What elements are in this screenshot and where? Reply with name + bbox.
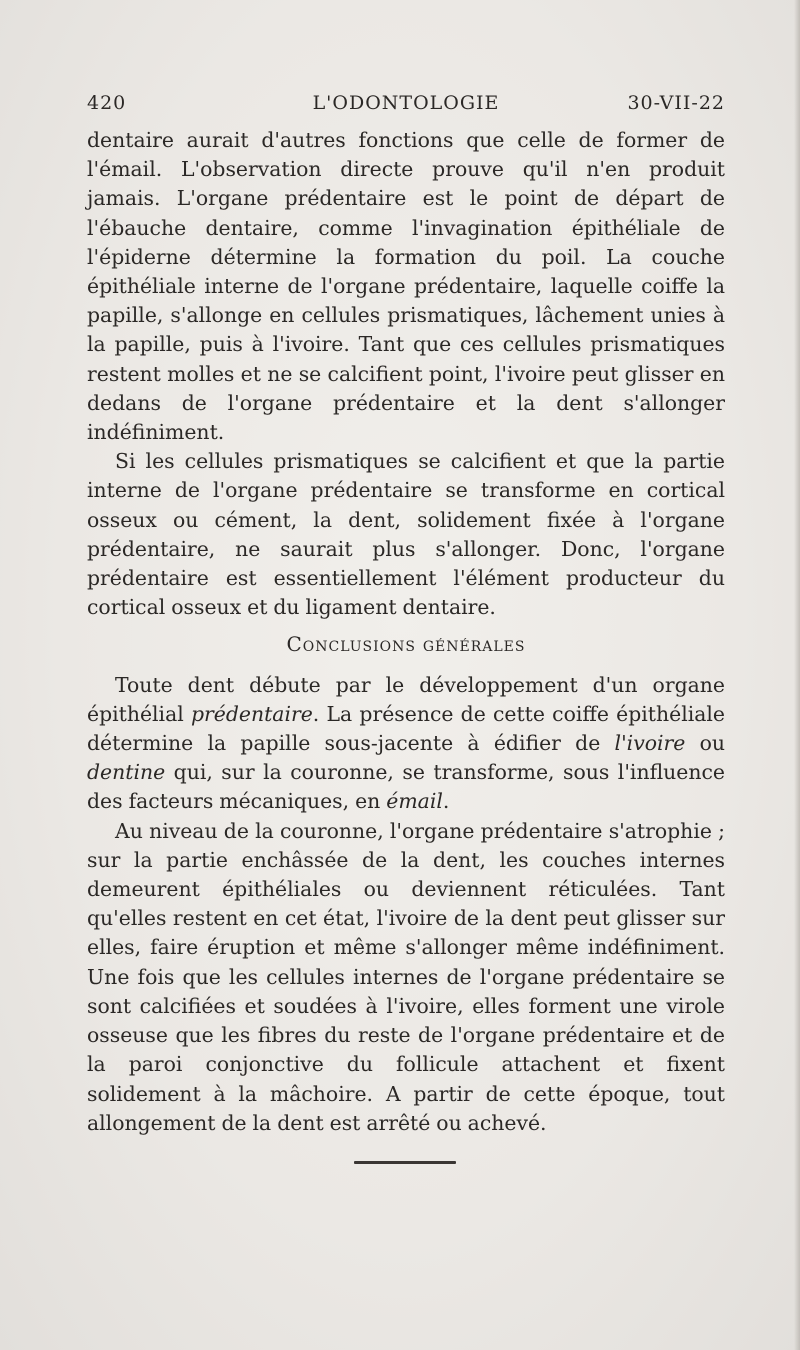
emphasis-predentaire: prédentaire: [190, 701, 313, 726]
paragraph-3: [87, 671, 725, 817]
section-title: Conclusions générales: [286, 632, 526, 657]
paragraph-4: Au niveau de la couronne, l'organe prédentaire s'atrophie ; sur la partie enchâssée de la dent, les couches internes demeurent épithéliales ou deviennent réticulées. Tant qu'elles restent en cet état, l'ivoire de la dent peut glisser sur elles, faire éruption et même s'allonger même indéfiniment. Une fois que les cellules internes de l'organe prédentaire se sont calcifiées et soudées à l'ivoire, elles forment une virole osseuse que les fibres du reste de l'organe prédentaire et de la paroi conjonctive du follicule attachent et fixent solidement à la mâchoire. A partir de cette époque, tout allongement de la dent est arrêté ou achevé.: [87, 818, 725, 1135]
paragraph-3-text-5: .: [442, 789, 450, 814]
body-text: [87, 126, 725, 1138]
paragraph-2: Si les cellules prismatiques se calcifient et que la partie interne de l'organe prédentaire se transforme en cortical osseux ou cément, la dent, solidement fixée à l'organe prédentaire, ne saurait plus s'allonger. Donc, l'organe prédentaire est essentiellement l'élément producteur du cortical osseux et du ligament dentaire.: [87, 449, 725, 620]
issue-date: 30-VII-22: [627, 92, 725, 114]
running-header: [87, 92, 725, 118]
emphasis-ivoire: l'ivoire: [614, 731, 686, 756]
paragraph-3-text-3: ou: [685, 731, 726, 756]
page-number: 420: [87, 92, 127, 114]
paragraph-1: dentaire aurait d'autres fonctions que celle de former de l'émail. L'observation directe prouve qu'il n'en produit jamais. L'organe prédentaire est le point de départ de l'ébauche dentaire, comme l'invagination épithéliale de l'épiderne détermine la formation du poil. La couche épithéliale interne de l'organe prédentaire, laquelle coiffe la papille, s'allonge en cellules prismatiques, lâchement unies à la papille, puis à l'ivoire. Tant que ces cellules prismatiques restent molles et ne se calcifient point, l'ivoire peut glisser en dedans de l'organe prédentaire et la dent s'allonger indéfiniment.: [87, 128, 725, 445]
page-edge-shadow: [794, 0, 800, 1350]
running-title: L'ODONTOLOGIE: [312, 92, 500, 114]
emphasis-email: émail: [386, 789, 443, 814]
end-rule: [354, 1161, 456, 1164]
paragraph-3-text-1: Toute dent débute par le développement d'un organe épithélial: [87, 672, 725, 726]
paragraph-3-text-4: qui, sur la couronne, se transforme, sous l'influence des facteurs mécaniques, en: [87, 760, 725, 814]
paragraph-3-text-2: . La présence de cette coiffe épithéliale détermine la papille sous-jacente à édifier de: [87, 701, 725, 756]
emphasis-dentine: dentine: [87, 760, 166, 785]
